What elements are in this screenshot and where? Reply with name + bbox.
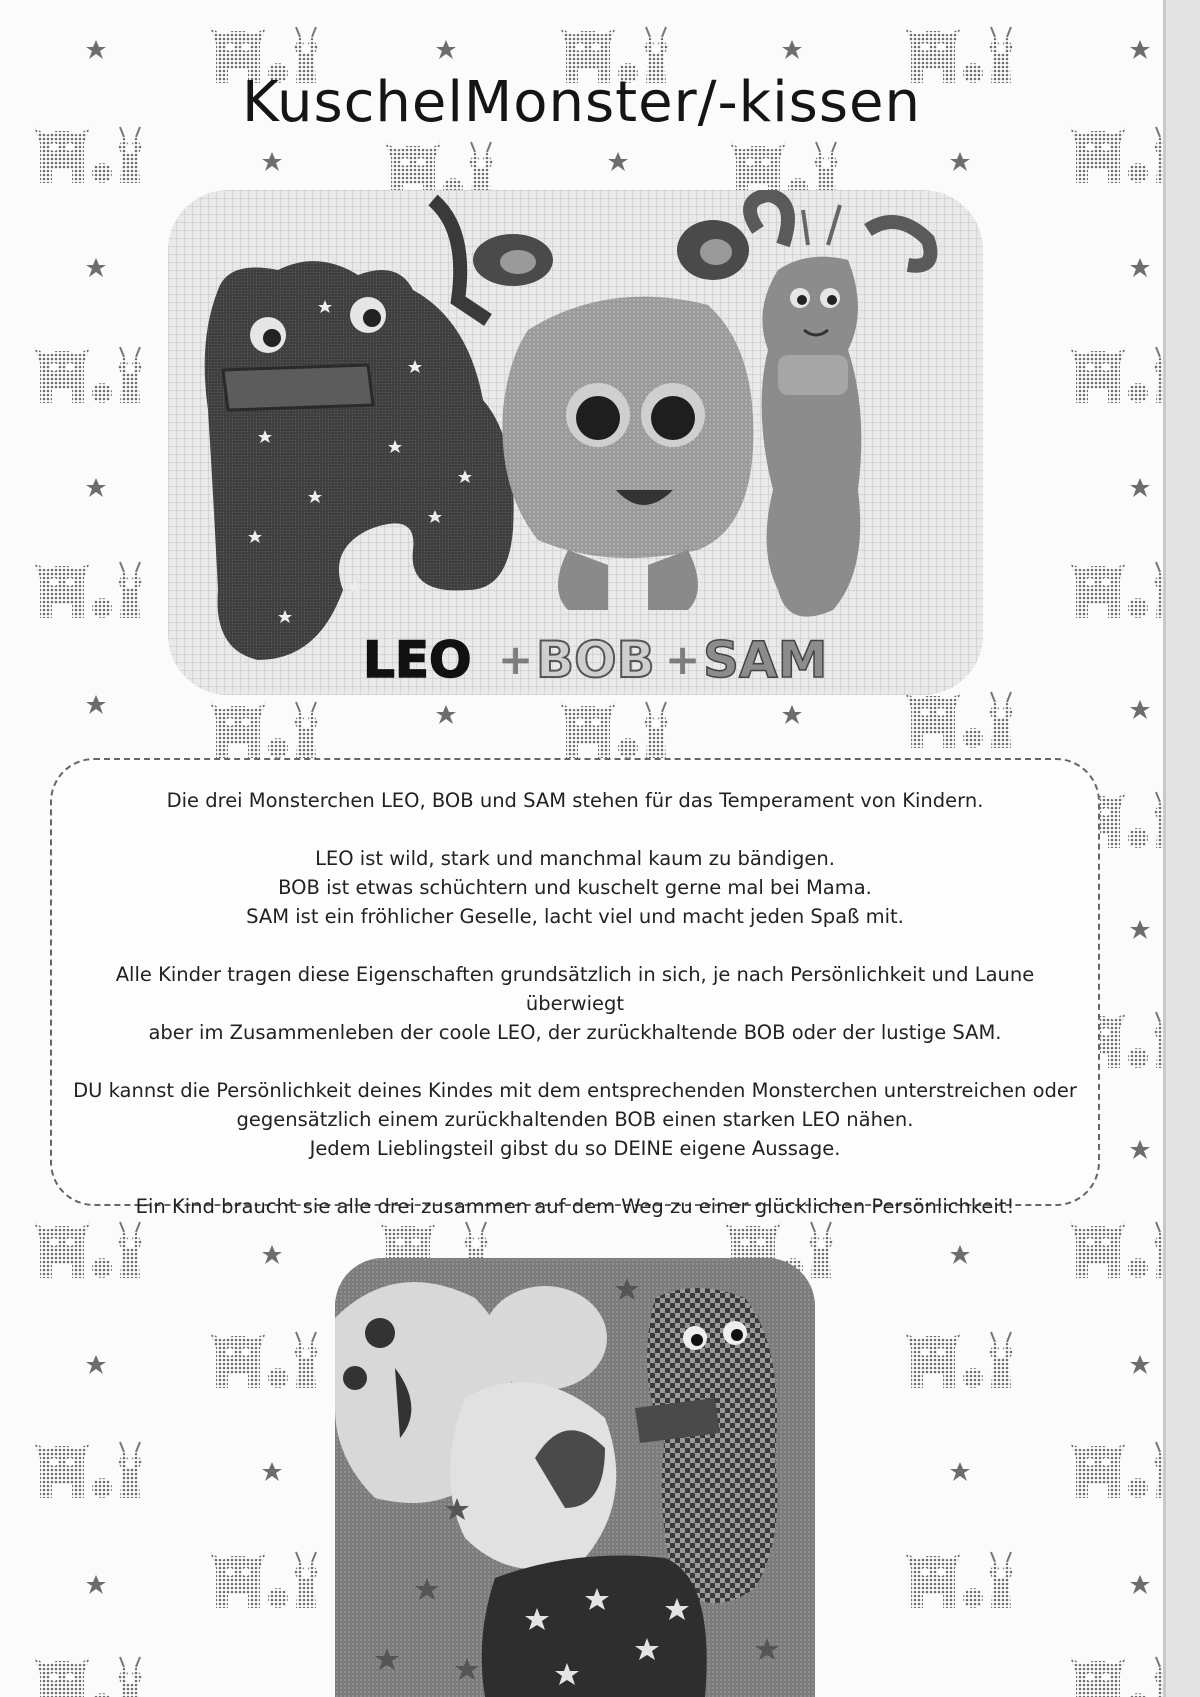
scanned-page-edge	[1166, 0, 1200, 1697]
text-line: Die drei Monsterchen LEO, BOB und SAM stehen für das Temperament von Kindern.	[166, 789, 984, 812]
paragraph-personality	[68, 1076, 1082, 1163]
text-line: Alle Kinder tragen diese Eigenschaften grundsätzlich in sich, je nach Persönlichkeit und Laune überwiegt	[115, 963, 1035, 1015]
banner-bob: BOB	[536, 631, 655, 689]
text-line: SAM ist ein fröhlicher Geselle, lacht viel und macht jeden Spaß mit.	[246, 905, 904, 928]
text-line: DU kannst die Persönlichkeit deines Kindes mit dem entsprechenden Monsterchen unterstreichen oder	[73, 1079, 1077, 1102]
paragraph-intro	[68, 786, 1082, 815]
banner-plus-2: +	[665, 635, 701, 684]
leo-bob-sam-banner	[363, 631, 827, 689]
page-title: KuschelMonster/-kissen	[242, 70, 921, 135]
text-line: BOB ist etwas schüchtern und kuschelt gerne mal bei Mama.	[278, 876, 872, 899]
banner-sam: SAM	[703, 631, 828, 689]
description-box	[50, 758, 1100, 1218]
text-line: Ein Kind braucht sie alle drei zusammen auf dem Weg zu einer glücklichen Persönlichkeit!	[135, 1195, 1015, 1218]
banner-plus-1: +	[498, 635, 534, 684]
paragraph-closing	[68, 1192, 1082, 1221]
baby-with-monsters-photo	[335, 1258, 815, 1697]
text-line: LEO ist wild, stark und manchmal kaum zu bändigen.	[315, 847, 835, 870]
text-line: gegensätzlich einem zurückhaltenden BOB einen starken LEO nähen.	[236, 1108, 914, 1131]
monsters-photo	[168, 190, 983, 695]
paragraph-traits	[68, 960, 1082, 1047]
text-line: aber im Zusammenleben der coole LEO, der zurückhaltende BOB oder der lustige SAM.	[148, 1021, 1002, 1044]
banner-leo: LEO	[363, 631, 472, 689]
paragraph-characters	[68, 844, 1082, 931]
text-line: Jedem Lieblingsteil gibst du so DEINE eigene Aussage.	[309, 1137, 841, 1160]
